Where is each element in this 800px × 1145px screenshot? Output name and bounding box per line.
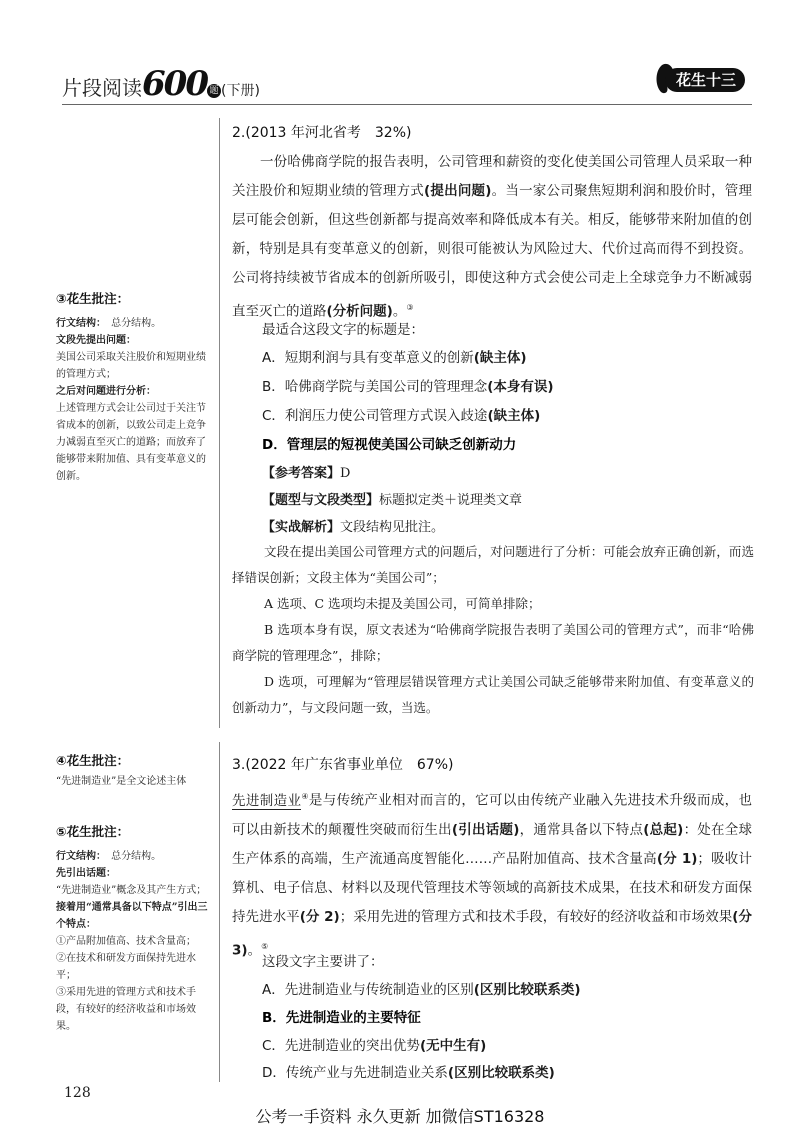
note-title: ③花生批注：	[56, 291, 130, 306]
option-d: D．管理层的短视使美国公司缺乏创新动力	[262, 437, 517, 453]
passage-tag: (分析问题)	[326, 303, 393, 320]
passage-tag: (引出话题)	[451, 821, 520, 838]
option-b: B．哈佛商学院与美国公司的管理理念(本身有误)	[262, 379, 554, 395]
analysis-paragraph: A 选项、C 选项均未提及美国公司，可简单排除；	[264, 596, 541, 611]
note-title: ⑤花生批注：	[56, 824, 130, 839]
book-series: 片段阅读	[62, 76, 142, 100]
column-divider	[219, 742, 220, 1082]
footer-text: 公考一手资料 永久更新 加微信ST16328	[255, 1107, 545, 1126]
option-c: C．利润压力使公司管理方式误入歧途(缺主体)	[262, 408, 541, 424]
note-line: 接着用“通常具备以下特点”引出三个特点：	[56, 902, 208, 930]
option-c: C．先进制造业的突出优势(无中生有)	[262, 1038, 487, 1054]
note-line: “先进制造业”概念及其产生方式；	[56, 885, 207, 896]
question-3-prompt: 这段文字主要讲了：	[262, 954, 384, 970]
column-divider	[219, 118, 220, 728]
question-2-title: 2.(2013 年河北省考 32%)	[232, 125, 412, 141]
note-title: ④花生批注：	[56, 753, 130, 768]
analysis-paragraph: 文段在提出美国公司管理方式的问题后，对问题进行了分析：可能会放弃正确创新，而选择错误创新；文段主体为“美国公司”；	[232, 544, 754, 585]
sidebar-note-3	[56, 289, 208, 485]
question-3-passage: 先进制造业④是与传统产业相对而言的，它可以由传统产业融入先进技术升级而成，也可以由新技术的颠覆性突破而衍生出(引出话题)，通常具备以下特点(总起)：处在全球生产体系的高端，生产流通高度智能化……产品附加值高、技术含量高(分 1)；吸收计算机、电子信息、材料以及现代管理技术等领域的高新技术成果，在技术和研发方面保持先进水平(分 2)；采用先进的管理方式和技术手段，有较好的经济收益和市场效果(分 3)。⑤	[232, 792, 753, 958]
note-line: 行文结构：	[56, 318, 106, 329]
option-a: A．短期利润与具有变革意义的创新(缺主体)	[262, 350, 527, 366]
note-line: 总分结构。	[111, 851, 162, 862]
note-line: 上述管理方式会让公司过于关注节省成本的创新，以致公司走上竞争力减弱直至灭亡的道路；而放弃了能够带来附加值、具有变革意义的创新。	[56, 403, 206, 482]
sidebar-note-4	[56, 751, 208, 790]
note-line: 文段先提出问题：	[56, 335, 136, 346]
badge-icon: 题	[207, 84, 221, 98]
note-line: ②在技术和研发方面保持先进水平；	[56, 953, 196, 981]
note-line: ①产品附加值高、技术含量高；	[56, 936, 196, 947]
reference-answer: 【参考答案】D	[262, 466, 351, 481]
note-marker: ④	[301, 792, 309, 801]
passage-tag: (总起)	[643, 821, 684, 838]
note-line: 先引出话题：	[56, 868, 116, 879]
note-line: 总分结构。	[111, 318, 162, 329]
passage-tag: (分 1)	[656, 850, 698, 867]
header-divider	[62, 104, 752, 105]
note-line: 行文结构：	[56, 851, 106, 862]
page-number: 128	[64, 1085, 91, 1101]
passage-subject: 先进制造业	[232, 792, 302, 809]
question-2-passage: 一份哈佛商学院的报告表明，公司管理和薪资的变化使美国公司管理人员采取一种关注股价和短期业绩的管理方式(提出问题)。当一家公司聚焦短期利润和股价时，管理层可能会创新，但这些创新都与提高效率和降低成本有关。相反，能够带来附加值的创新，特别是具有变革意义的创新，则很可能被认为风险过大、代价过高而得不到投资。公司将持续被节省成本的创新所吸引，即使这种方式会使公司走上全球竞争力不断减弱直至灭亡的道路(分析问题)。③	[232, 154, 753, 320]
note-line: 美国公司采取关注股价和短期业绩的管理方式；	[56, 352, 206, 380]
book-volume: (下册)	[220, 83, 260, 99]
note-line: 之后对问题进行分析：	[56, 386, 156, 397]
analysis-paragraph: B 选项本身有误，原文表述为“哈佛商学院报告表明了美国公司的管理方式”，而非“哈佛商学院的管理理念”，排除；	[232, 622, 754, 663]
question-type: 【题型与文段类型】标题拟定类＋说理类文章	[262, 493, 523, 508]
brand-name: 花生十三	[676, 71, 737, 89]
option-b: B．先进制造业的主要特征	[262, 1010, 421, 1026]
passage-tag: (分 3)	[232, 908, 753, 958]
note-line: “先进制造业”是全文论述主体	[56, 776, 187, 787]
note-line: ③采用先进的管理方式和技术手段，有较好的经济收益和市场效果。	[56, 987, 196, 1032]
note-marker: ⑤	[261, 941, 269, 951]
passage-tag: (提出问题)	[424, 183, 492, 199]
option-d: D．传统产业与先进制造业关系(区别比较联系类)	[262, 1065, 555, 1081]
note-marker: ③	[406, 303, 414, 312]
book-title	[62, 64, 260, 104]
book-number: 600	[142, 64, 207, 104]
analysis-paragraph: D 选项，可理解为“管理层错误管理方式让美国公司缺乏能够带来附加值、有变革意义的创新动力”，与文段问题一致，当选。	[232, 674, 754, 715]
question-3-title: 3.(2022 年广东省事业单位 67%)	[232, 757, 454, 773]
question-2-prompt: 最适合这段文字的标题是：	[262, 322, 424, 338]
passage-tag: (分 2)	[299, 908, 340, 925]
option-a: A．先进制造业与传统制造业的区别(区别比较联系类)	[262, 982, 581, 998]
sidebar-note-5	[56, 822, 208, 1035]
analysis-heading: 【实战解析】文段结构见批注。	[262, 520, 445, 535]
